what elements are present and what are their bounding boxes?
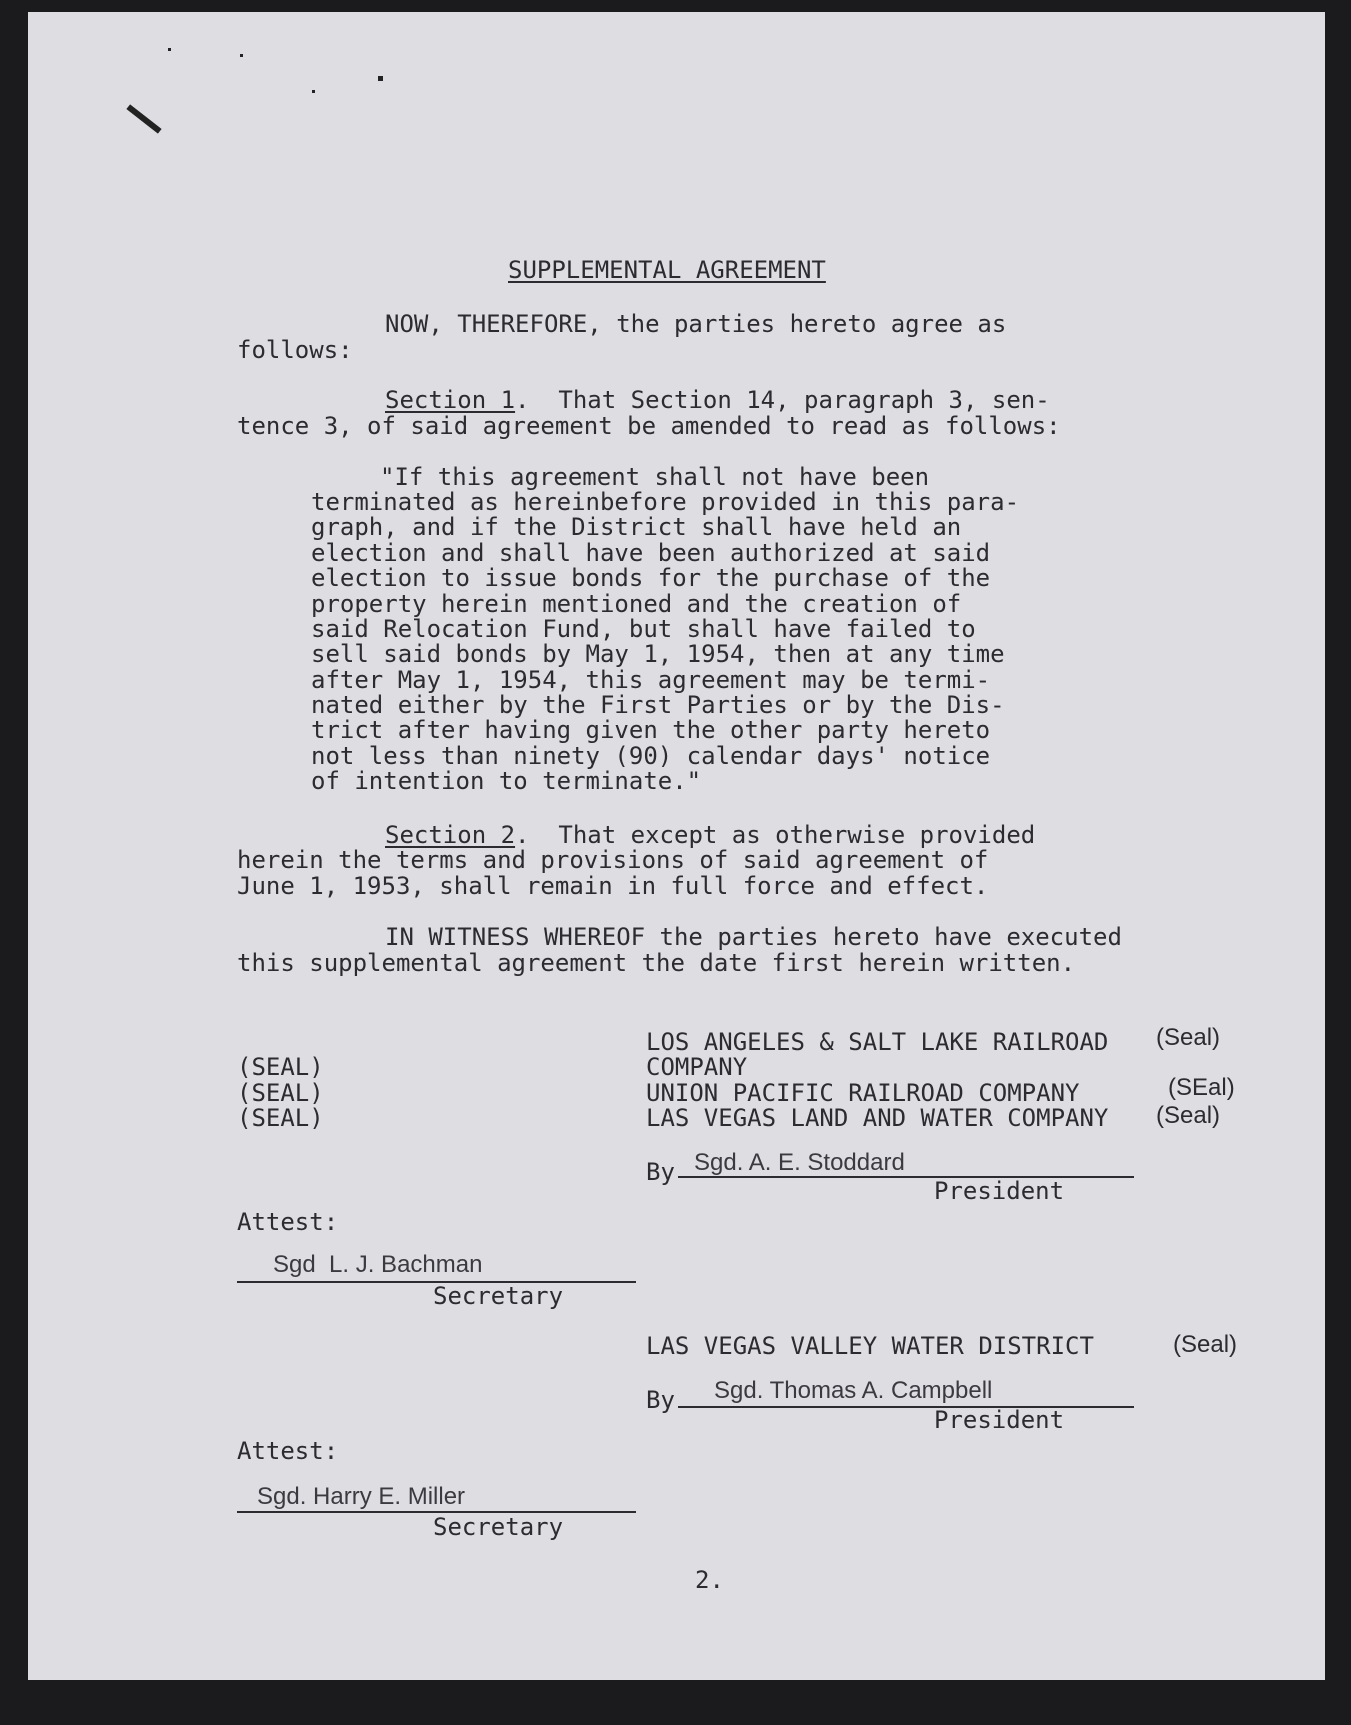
seal-text: SEAL — [251, 1053, 310, 1081]
quote-line: of intention to terminate." — [311, 767, 702, 795]
quote-line: nated either by the First Parties or by the Dis- — [311, 691, 1005, 719]
district-seal: (Seal) — [1173, 1331, 1238, 1358]
section-2-line: herein the terms and provisions of said agreement of — [237, 846, 989, 874]
attest-signature-line: Sgd. Harry E. Miller — [237, 1484, 636, 1513]
section-1-heading: Section 1 — [385, 386, 516, 414]
section-2-text: . That except as otherwise provided — [515, 821, 1036, 849]
section-2-line — [385, 823, 1035, 849]
quote-line: trict after having given the other party hereto — [311, 716, 991, 744]
district-name: LAS VEGAS VALLEY WATER DISTRICT — [646, 1332, 1094, 1360]
quote-line: said Relocation Fund, but shall have failed to — [311, 615, 976, 643]
witness-line: IN WITNESS WHEREOF the parties hereto have executed — [385, 923, 1122, 951]
by-label: By — [646, 1386, 675, 1414]
attest-title: Secretary — [433, 1282, 564, 1310]
seal-label: (SEAL) — [237, 1079, 324, 1107]
attest-title: Secretary — [433, 1513, 564, 1541]
by-label: By — [646, 1158, 675, 1186]
seal-text: SEAL — [251, 1104, 310, 1132]
section-1-line: tence 3, of said agreement be amended to read as follows: — [237, 412, 1061, 440]
seal-label: (SEAL) — [237, 1104, 324, 1132]
signature-line: Sgd. Thomas A. Campbell — [678, 1378, 1134, 1408]
company-name: COMPANY — [646, 1053, 748, 1081]
ink-speck — [378, 76, 383, 81]
signatory-title: President — [934, 1406, 1065, 1434]
seal-label: (SEAL) — [237, 1053, 324, 1081]
company-seal: (Seal) — [1156, 1102, 1221, 1129]
witness-line: this supplemental agreement the date first herein written. — [237, 949, 1076, 977]
attest-label: Attest: — [237, 1437, 339, 1465]
attest-signature-line: Sgd L. J. Bachman — [237, 1252, 636, 1283]
ink-speck — [168, 48, 171, 51]
quote-line: not less than ninety (90) calendar days' notice — [311, 742, 991, 770]
ink-mark — [126, 104, 161, 133]
section-1-line — [385, 388, 1050, 414]
signatory-title: President — [934, 1177, 1065, 1205]
company-name: LAS VEGAS LAND AND WATER COMPANY — [646, 1104, 1109, 1132]
company-name: LOS ANGELES & SALT LAKE RAILROAD — [646, 1028, 1109, 1056]
page-number: 2. — [695, 1566, 724, 1594]
quote-line: terminated as hereinbefore provided in this para- — [311, 488, 1020, 516]
section-2-line: June 1, 1953, shall remain in full force and effect. — [237, 872, 989, 900]
document-title: SUPPLEMENTAL AGREEMENT — [508, 256, 826, 284]
attest-label: Attest: — [237, 1208, 339, 1236]
quote-line: after May 1, 1954, this agreement may be termi- — [311, 666, 991, 694]
quote-line: graph, and if the District shall have held an — [311, 513, 962, 541]
intro-line: NOW, THEREFORE, the parties hereto agree as — [385, 310, 1007, 338]
quote-line: sell said bonds by May 1, 1954, then at any time — [311, 640, 1005, 668]
seal-text: SEAL — [251, 1079, 310, 1107]
company-seal: (Seal) — [1156, 1024, 1221, 1051]
quote-line: "If this agreement shall not have been — [380, 463, 930, 491]
quote-line: property herein mentioned and the creation of — [311, 590, 962, 618]
company-name: UNION PACIFIC RAILROAD COMPANY — [646, 1079, 1080, 1107]
company-seal: (SEal) — [1168, 1074, 1235, 1101]
section-2-heading: Section 2 — [385, 821, 516, 849]
signature-line: Sgd. A. E. Stoddard — [678, 1150, 1134, 1178]
ink-speck — [240, 54, 243, 57]
section-1-text: . That Section 14, paragraph 3, sen- — [515, 386, 1050, 414]
quote-line: election to issue bonds for the purchase of the — [311, 564, 991, 592]
quote-line: election and shall have been authorized at said — [311, 539, 991, 567]
intro-line: follows: — [237, 336, 353, 364]
document-page — [28, 12, 1325, 1680]
ink-speck — [312, 90, 315, 93]
